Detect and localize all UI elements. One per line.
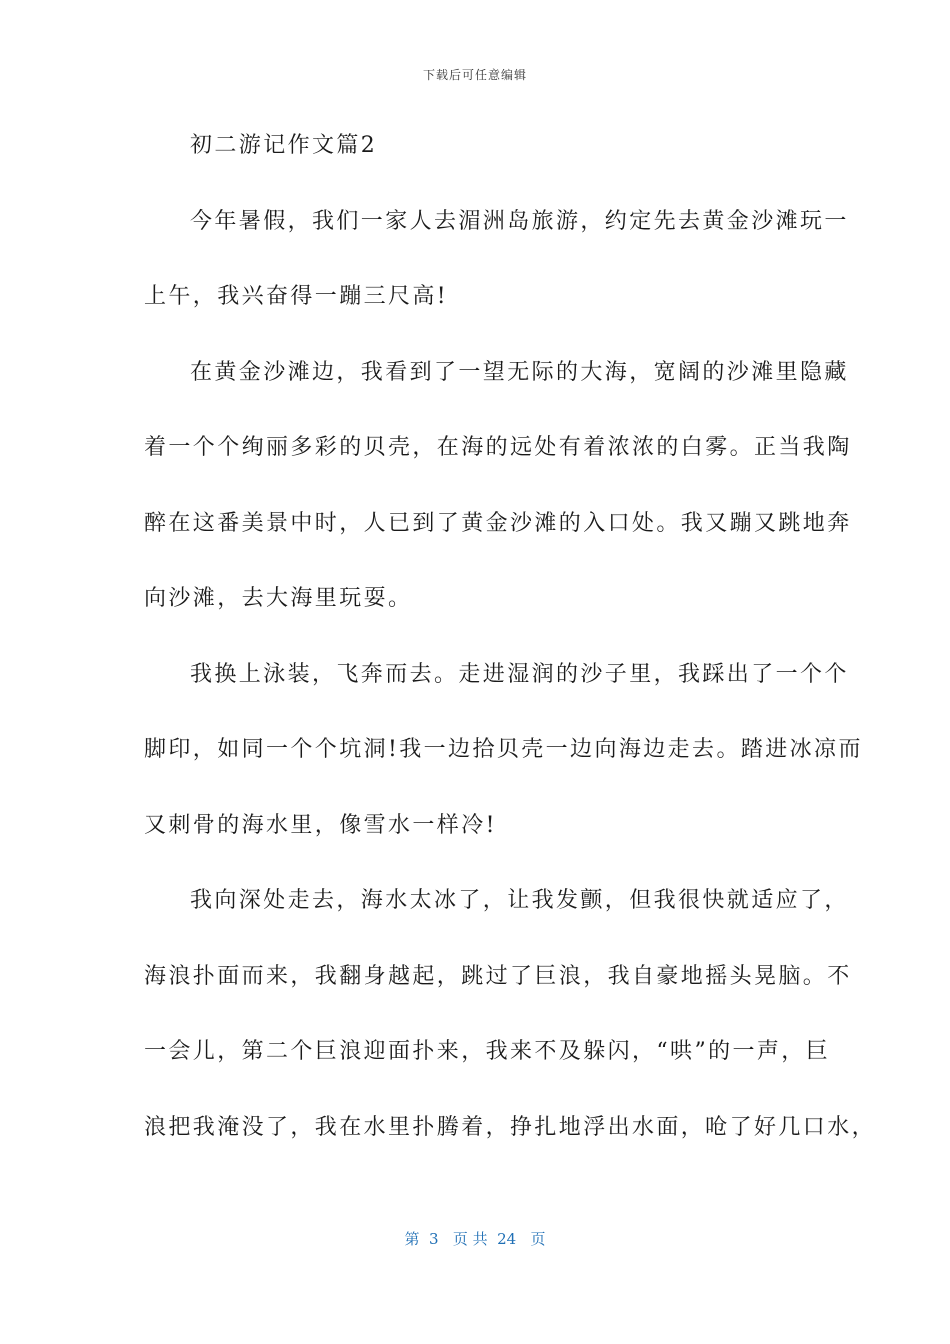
- download-note: 下载后可任意编辑: [422, 68, 527, 82]
- essay-line: 浪把我淹没了，我在水里扑腾着，挣扎地浮出水面，呛了好几口水，: [144, 1114, 877, 1140]
- essay-title: 初二游记作文篇2: [190, 133, 378, 158]
- essay-line: 海浪扑面而来，我翻身越起，跳过了巨浪，我自豪地摇头晃脑。不: [144, 963, 852, 989]
- essay-line: 上午，我兴奋得一蹦三尺高!: [144, 284, 449, 309]
- essay-line: 在黄金沙滩边，我看到了一望无际的大海，宽阔的沙滩里隐藏: [190, 359, 849, 385]
- page-number-footer: 第 3 页 共 24 页: [404, 1230, 546, 1248]
- essay-body: [144, 118, 877, 1175]
- essay-line: 醉在这番美景中时，人已到了黄金沙滩的入口处。我又蹦又跳地奔: [144, 510, 852, 536]
- essay-line: 又刺骨的海水里，像雪水一样冷!: [144, 812, 497, 838]
- essay-line: 一会儿，第二个巨浪迎面扑来，我来不及躲闪，“哄”的一声，巨: [144, 1039, 831, 1064]
- essay-line: 脚印，如同一个个坑洞!我一边拾贝壳一边向海边走去。踏进冰凉而: [144, 737, 863, 762]
- essay-line: 我换上泳装，飞奔而去。走进湿润的沙子里，我踩出了一个个: [190, 661, 849, 687]
- essay-line: 今年暑假，我们一家人去湄洲岛旅游，约定先去黄金沙滩玩一: [190, 208, 849, 234]
- essay-line: 向沙滩，去大海里玩耍。: [144, 586, 413, 611]
- essay-line: 我向深处走去，海水太冰了，让我发颤，但我很快就适应了，: [190, 888, 849, 913]
- essay-line: 着一个个绚丽多彩的贝壳，在海的远处有着浓浓的白雾。正当我陶: [144, 435, 852, 460]
